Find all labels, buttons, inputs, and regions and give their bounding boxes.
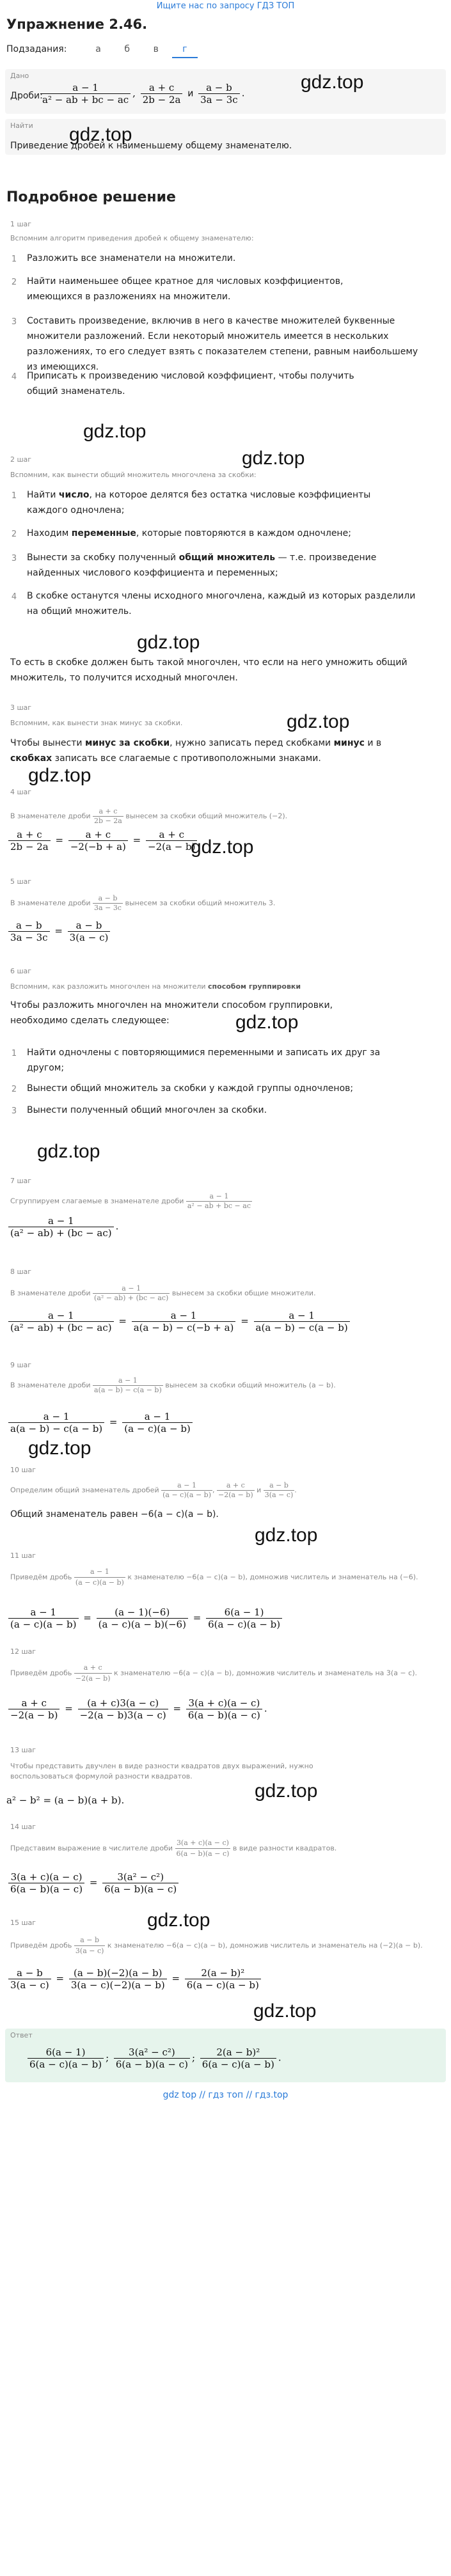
equation: $\frac{a - 1}{a(a - b) - c(a - b)}$ = $\frac{a - 1}{(a - c)(a - b)}$ [6,1411,194,1434]
solution-title: Подробное решение [6,189,176,205]
step-label: 12 шаг [10,1647,36,1656]
step-result: Общий знаменатель равен −6(a − c)(a − b). [10,1509,219,1520]
tab-g[interactable]: г [172,44,198,58]
step-text: В знаменателе дроби $\frac{a - b}{3a - 3c}$ вынесем за скобки общий множитель 3. [10,894,276,912]
step-label: 6 шаг [10,967,32,975]
step-label: 9 шаг [10,1361,32,1369]
page-title: Упражнение 2.46. [6,17,148,32]
watermark: gdz.top [255,1780,318,1802]
step-text: В знаменателе дроби $\frac{a - 1}{a(a - b) - c(a - b)}$ вынесем за скобки общий множитель (a − b). [10,1376,336,1394]
step-label: 3 шаг [10,703,32,712]
given-text: Дроби: [10,91,43,101]
watermark: gdz.top [253,2000,317,2022]
step-intro: Вспомним алгоритм приведения дробей к общему знаменателю: [10,234,254,242]
subtasks-label: Подзадания: [6,44,67,54]
step-text: Представим выражение в числителе дроби $\frac{3(a + c)(a - c)}{6(a - b)(a - c)}$ в виде разности квадратов. [10,1839,337,1858]
step-label: 5 шаг [10,877,32,886]
step-label: 8 шаг [10,1268,32,1276]
step-label: 7 шаг [10,1177,32,1185]
find-text: Приведение дробей к наименьшему общему знаменателю. [10,141,292,151]
equation: $\frac{a - 1}{\text{(a² − ab) + (bc − ac)}}$ = $\frac{a - 1}{a(a - b) - c(-b + a)}$ = $\frac{a - 1}{a(a - b) - c(a - b)}$ [6,1310,352,1333]
list-item: Находим переменные, которые повторяются в каждом одночлене; [27,528,351,538]
watermark: gdz.top [255,1525,318,1546]
list-item: Вынести общий множитель за скобки у каждой группы одночленов; [27,1083,354,1094]
list-item: Найти одночлены с повторяющимися переменными и записать их друг за другом; [27,1048,381,1073]
step-label: 11 шаг [10,1551,36,1560]
watermark: gdz.top [235,1012,299,1033]
equation: $\frac{a - b}{3a - 3c}$ = $\frac{a - b}{3(a - c)}$ [6,920,112,943]
watermark: gdz.top [301,72,364,93]
list-item: В скобке останутся члены исходного многочлена, каждый из которых разделили на общий множитель. [27,591,416,617]
equation: $\frac{a - 1}{(a - c)(a - b)}$ = $\frac{(a - 1)(-6)}{(a - c)(a - b)(-6)}$ = $\frac{6(a - 1)}{6(a - c)(a - b)}$ [6,1606,284,1630]
step-label: 13 шаг [10,1746,36,1754]
step-text: То есть в скобке должен быть такой многочлен, что если на него умножить общий множитель, то получится исходный многочлен. [10,657,407,683]
list-item: Вынести за скобку полученный общий множитель — т.е. произведение найденных числового коэффициента и переменных; [27,553,377,578]
watermark: gdz.top [287,711,350,732]
given-fractions: $\frac{a - 1}{\text{a² − ab + bc − ac}}$ , $\frac{a + c}{2b - 2a}$ и $\frac{a - b}{3a - 3c}$ . [38,82,244,106]
equation: $\frac{a + c}{-2(a - b)}$ = $\frac{(a + c)3(a - c)}{-2(a - b)3(a - c)}$ = $\frac{3(a + c)(a - c)}{6(a - b)(a - c)}$ . [6,1697,267,1721]
step-text: Чтобы представить двучлен в виде разности квадратов двух выражений, нужно воспользоваться формулой разности квадратов. [10,1762,313,1780]
list-item: Приписать к произведению числовой коэффициент, чтобы получить общий знаменатель. [27,371,354,397]
equation: $\frac{a - 1}{\text{(a² − ab) + (bc − ac)}}$ . [6,1215,118,1239]
find-label: Найти [10,122,33,130]
step-label: 15 шаг [10,1919,36,1927]
search-hint-link[interactable]: Ищите нас по запросу ГДЗ ТОП [156,1,295,11]
watermark: gdz.top [28,765,91,786]
step-intro: Вспомним, как разложить многочлен на множители способом группировки [10,982,301,991]
step-text: В знаменателе дроби $\frac{a - 1}{\text{(a² − ab) + (bc − ac)}}$ вынесем за скобки общие множители. [10,1284,316,1302]
watermark: gdz.top [83,421,146,442]
tab-v[interactable]: в [153,44,159,54]
step-intro: Вспомним, как вынести знак минус за скобки. [10,719,183,727]
step-text: Приведём дробь $\frac{a + c}{-2(a - b)}$ к знаменателю −6(a − c)(a − b), домножив числитель и знаменатель на 3(a − c). [10,1663,417,1683]
step-label: 4 шаг [10,788,32,796]
list-item: Найти наименьшее общее кратное для числовых коэффициентов, имеющихся в разложениях на множители. [27,276,344,302]
answer-label: Ответ [10,2031,33,2039]
step-intro: Вспомним, как вынести общий множитель многочлена за скобки: [10,471,257,479]
step-text: Приведём дробь $\frac{a - b}{3(a - c)}$ к знаменателю −6(a − c)(a − b), домножив числитель и знаменатель на (−2)(a − b). [10,1936,423,1955]
step-label: 1 шаг [10,220,32,228]
equation: $\frac{3(a + c)(a - c)}{6(a - b)(a - c)}$ = $\frac{\text{3(a² − c²)}}{6(a - b)(a - c)}$ [6,1871,180,1895]
equation: $\frac{a + c}{2b - 2a}$ = $\frac{a + c}{-2(-b + a)}$ = $\frac{a + c}{-2(a - b)}$ [6,829,199,852]
list-item: Найти число, на которое делятся без остатка числовые коэффициенты каждого одночлена; [27,490,371,515]
equation: $\frac{a - b}{3(a - c)}$ = $\frac{(a - b)(-2)(a - b)}{3(a - c)(-2)(a - b)}$ = $\frac{\text{2(a − b)²}}{6(a - c)(a - b)}$ [6,1967,263,1991]
footer-links[interactable]: gdz top // гдз топ // гдз.top [162,2090,289,2100]
step-text: Чтобы вынести минус за скобки, нужно записать перед скобками минус и в скобках записать все слагаемые с противоположными знаками. [10,738,382,764]
answer-equation: $\frac{6(a - 1)}{6(a - c)(a - b)}$ ; $\frac{\text{3(a² − c²)}}{6(a - b)(a - c)}$ ; $\frac{\text{2(a − b)²}}{6(a - c)(a - b)}$ . [26,2046,281,2070]
list-item: Составить произведение, включив в него в качестве множителей буквенные множители разложений. Если некоторый множитель имеется в нескольких разложениях, то его следует взять с показателем степени, равным наибольшему из имеющихся. [27,316,418,372]
step-label: 2 шаг [10,455,32,464]
step-text: Чтобы разложить многочлен на множители способом группировки, необходимо сделать следующее: [10,1000,333,1026]
tab-b[interactable]: б [124,44,130,54]
formula: a² − b² = (a − b)(a + b). [6,1795,125,1806]
watermark: gdz.top [69,124,132,145]
step-text: Приведём дробь $\frac{a - 1}{(a - c)(a - b)}$ к знаменателю −6(a − c)(a − b), домножив числитель и знаменатель на (−6). [10,1567,418,1587]
given-label: Дано [10,72,29,80]
watermark: gdz.top [28,1438,91,1459]
step-label: 10 шаг [10,1466,36,1474]
step-text: Определим общий знаменатель дробей $\frac{a - 1}{(a - c)(a - b)}$ , $\frac{a + c}{-2(a - b)}$ и $\frac{a - b}{3(a - c)}$ . [10,1481,297,1499]
step-text: В знаменателе дроби $\frac{a + c}{2b - 2a}$ вынесем за скобки общий множитель (−2). [10,807,288,825]
list-item: Вынести полученный общий многочлен за скобки. [27,1105,267,1115]
watermark: gdz.top [242,448,305,469]
watermark: gdz.top [137,632,200,653]
watermark: gdz.top [147,1910,210,1931]
list-item: Разложить все знаменатели на множители. [27,253,236,263]
tab-a[interactable]: а [95,44,101,54]
watermark: gdz.top [191,836,254,858]
watermark: gdz.top [37,1141,100,1162]
step-text: Сгруппируем слагаемые в знаменателе дроби $\frac{a - 1}{\text{a² − ab + bc − ac}}$ [10,1192,251,1210]
step-label: 14 шаг [10,1823,36,1831]
subtasks-tabs [6,42,198,58]
